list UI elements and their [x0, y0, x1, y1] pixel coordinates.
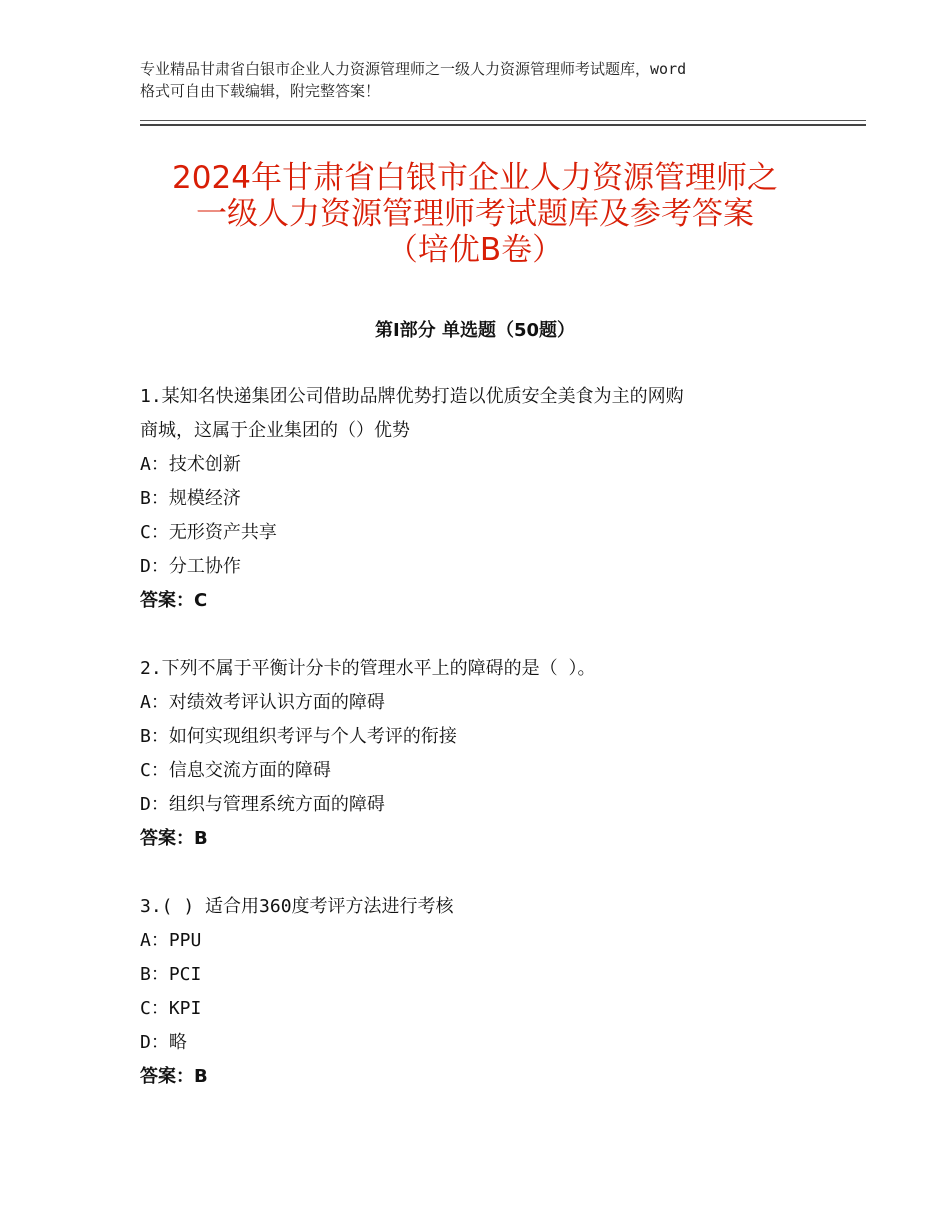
question-1 [140, 380, 840, 618]
header-note-line: 格式可自由下载编辑，附完整答案！ [140, 82, 381, 100]
title-line: 2024年甘肃省白银市企业人力资源管理师之 [172, 160, 778, 196]
option-b: B：规模经济 [140, 488, 241, 509]
option-b: B：如何实现组织考评与个人考评的衔接 [140, 726, 457, 747]
question-2 [140, 652, 840, 856]
document-title [100, 160, 850, 268]
option-c: C：信息交流方面的障碍 [140, 760, 331, 781]
question-stem: 2.下列不属于平衡计分卡的管理水平上的障碍的是（ ）。 [140, 658, 596, 679]
option-d: D：分工协作 [140, 556, 241, 577]
option-c: C：KPI [140, 998, 202, 1019]
section-title: 第Ⅰ部分 单选题（50题） [374, 320, 575, 341]
option-d: D：组织与管理系统方面的障碍 [140, 794, 385, 815]
header-note [140, 58, 830, 102]
option-c: C：无形资产共享 [140, 522, 277, 543]
title-line: （培优B卷） [386, 232, 564, 268]
option-a: A：对绩效考评认识方面的障碍 [140, 692, 385, 713]
answer: 答案：B [140, 828, 208, 849]
question-list [140, 380, 840, 1094]
question-stem: 3.( ) 适合用360度考评方法进行考核 [140, 896, 454, 917]
option-a: A：技术创新 [140, 454, 241, 475]
option-d: D：略 [140, 1032, 187, 1053]
option-b: B：PCI [140, 964, 202, 985]
question-stem: 商城，这属于企业集团的（）优势 [140, 420, 410, 441]
answer: 答案：B [140, 1066, 208, 1087]
answer: 答案：C [140, 590, 208, 611]
question-stem: 1.某知名快递集团公司借助品牌优势打造以优质安全美食为主的网购 [140, 386, 684, 407]
title-line: 一级人力资源管理师考试题库及参考答案 [196, 196, 754, 232]
header-note-line: 专业精品甘肃省白银市企业人力资源管理师之一级人力资源管理师考试题库，word [140, 60, 687, 78]
header-divider-thin [140, 120, 866, 121]
question-3 [140, 890, 840, 1094]
header-divider-thick [140, 124, 866, 126]
option-a: A：PPU [140, 930, 202, 951]
